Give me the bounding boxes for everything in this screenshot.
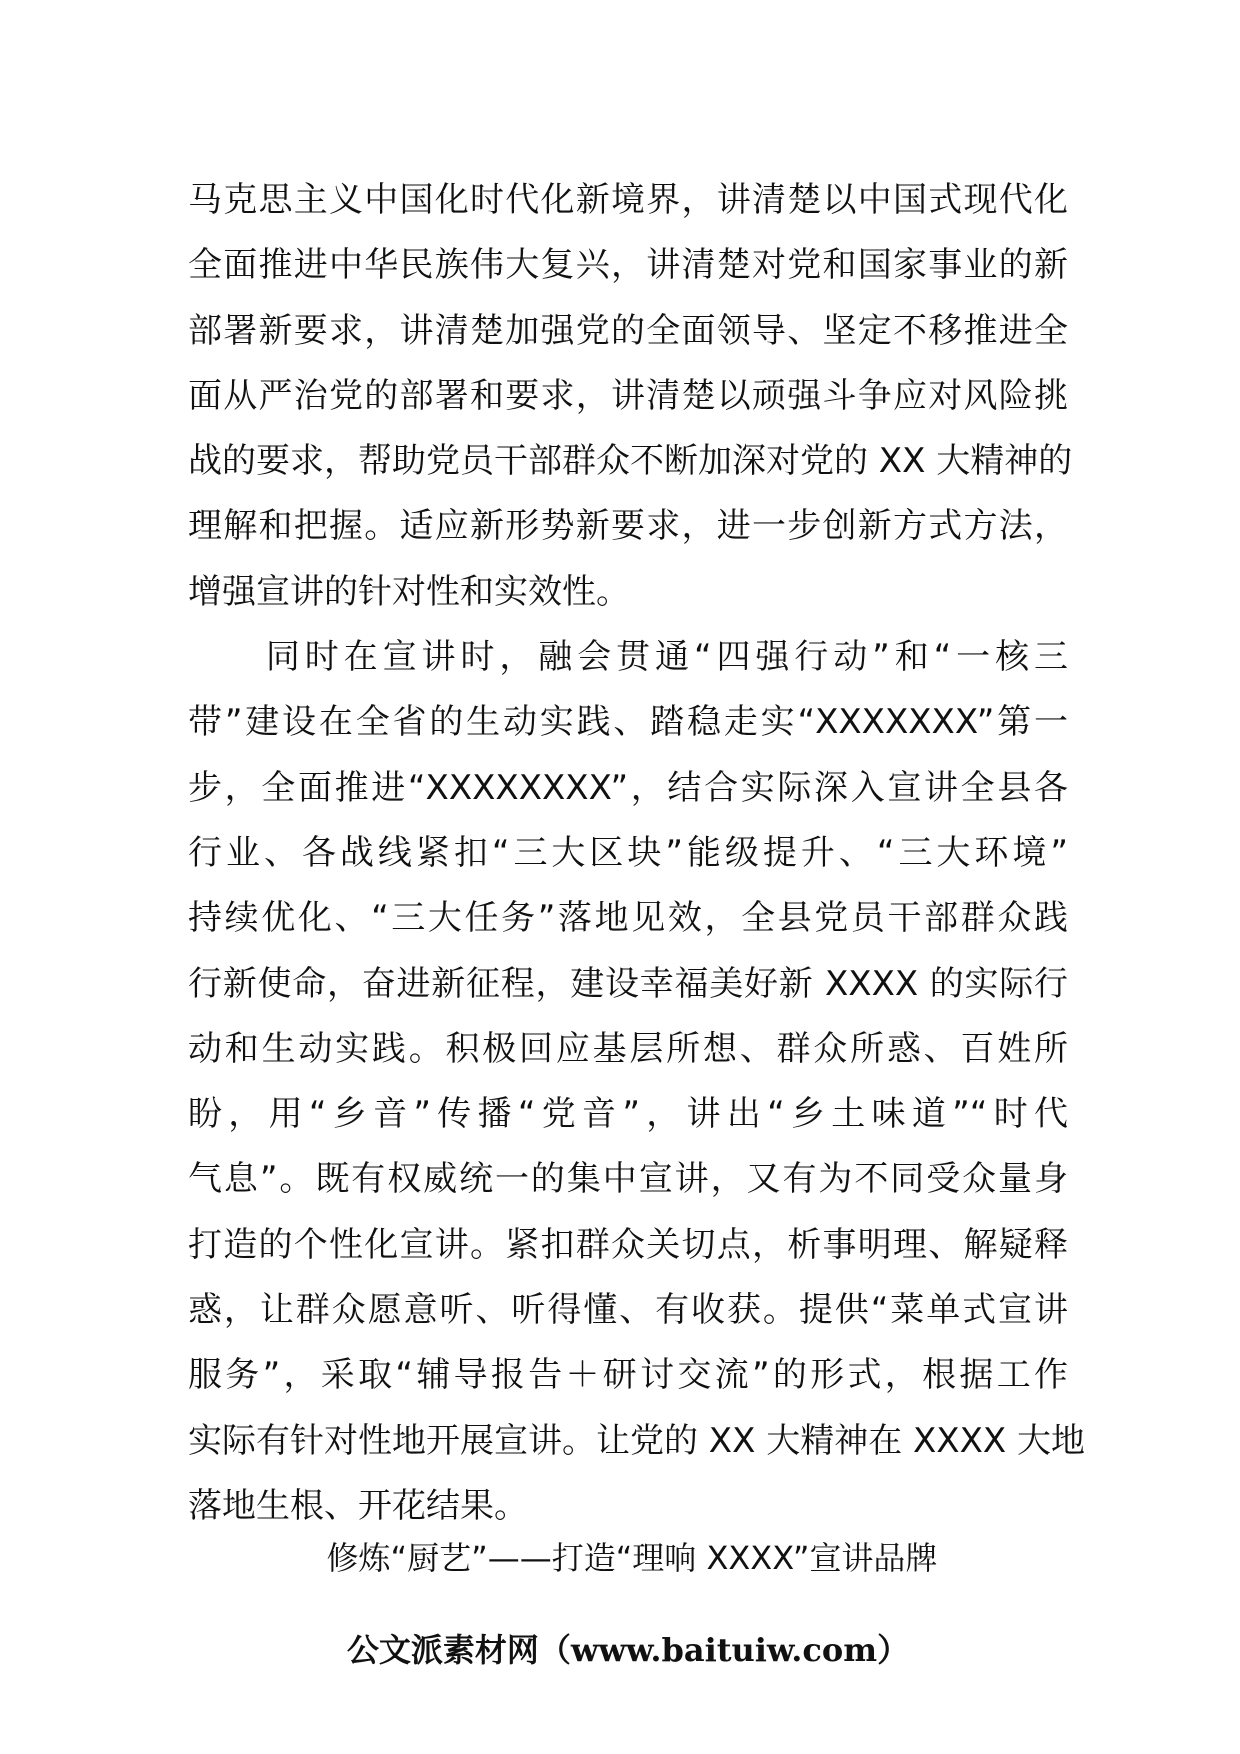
paragraph-1-line: 全面推进中华民族伟大复兴，讲清楚对党和国家事业的新 bbox=[188, 245, 1068, 286]
paragraph-2-line: 行新使命，奋进新征程，建设幸福美好新 XXXX 的实际行 bbox=[188, 963, 1068, 1004]
paragraph-2-line: 行业、各战线紧扣“三大区块”能级提升、“三大环境” bbox=[188, 832, 1068, 873]
section-heading: 修炼“厨艺”——打造“理响 XXXX”宣讲品牌 bbox=[326, 1539, 938, 1577]
paragraph-2-line: 打造的个性化宣讲。紧扣群众关切点，析事明理、解疑释 bbox=[188, 1224, 1068, 1265]
paragraph-1-line: 部署新要求，讲清楚加强党的全面领导、坚定不移推进全 bbox=[188, 310, 1068, 351]
paragraph-2-line: 动和生动实践。积极回应基层所想、群众所惑、百姓所 bbox=[188, 1028, 1068, 1069]
paragraph-1-line: 增强宣讲的针对性和实效性。 bbox=[188, 571, 630, 612]
paragraph-2-line: 气息”。既有权威统一的集中宣讲，又有为不同受众量身 bbox=[188, 1159, 1068, 1200]
paragraph-2-line: 惑，让群众愿意听、听得懂、有收获。提供“菜单式宣讲 bbox=[188, 1290, 1068, 1331]
paragraph-2-line: 带”建设在全省的生动实践、踏稳走实“XXXXXXX”第一 bbox=[188, 702, 1068, 743]
paragraph-2-line: 步，全面推进“XXXXXXXX”，结合实际深入宣讲全县各 bbox=[188, 767, 1068, 808]
paragraph-2-line: 盼，用“乡音”传播“党音”，讲出“乡土味道”“时代 bbox=[188, 1094, 1068, 1135]
paragraph-2-line: 实际有针对性地开展宣讲。让党的 XX 大精神在 XXXX 大地 bbox=[188, 1420, 1085, 1461]
paragraph-1-line: 战的要求，帮助党员干部群众不断加深对党的 XX 大精神的 bbox=[188, 441, 1073, 482]
footer-source: 公文派素材网（www.baituiw.com） bbox=[346, 1631, 910, 1669]
document-body bbox=[188, 168, 1085, 1539]
paragraph-1-line: 面从严治党的部署和要求，讲清楚以顽强斗争应对风险挑 bbox=[188, 375, 1068, 416]
paragraph-1-line: 理解和把握。适应新形势新要求，进一步创新方式方法， bbox=[188, 506, 1068, 547]
paragraph-2-line: 落地生根、开花结果。 bbox=[188, 1485, 528, 1526]
paragraph-2-line: 持续优化、“三大任务”落地见效，全县党员干部群众践 bbox=[188, 898, 1068, 939]
paragraph-1-line: 马克思主义中国化时代化新境界，讲清楚以中国式现代化 bbox=[188, 180, 1068, 220]
paragraph-2-line: 同时在宣讲时，融会贯通“四强行动”和“一核三 bbox=[188, 637, 1068, 678]
paragraph-2-line: 服务”，采取“辅导报告＋研讨交流”的形式，根据工作 bbox=[188, 1355, 1068, 1396]
